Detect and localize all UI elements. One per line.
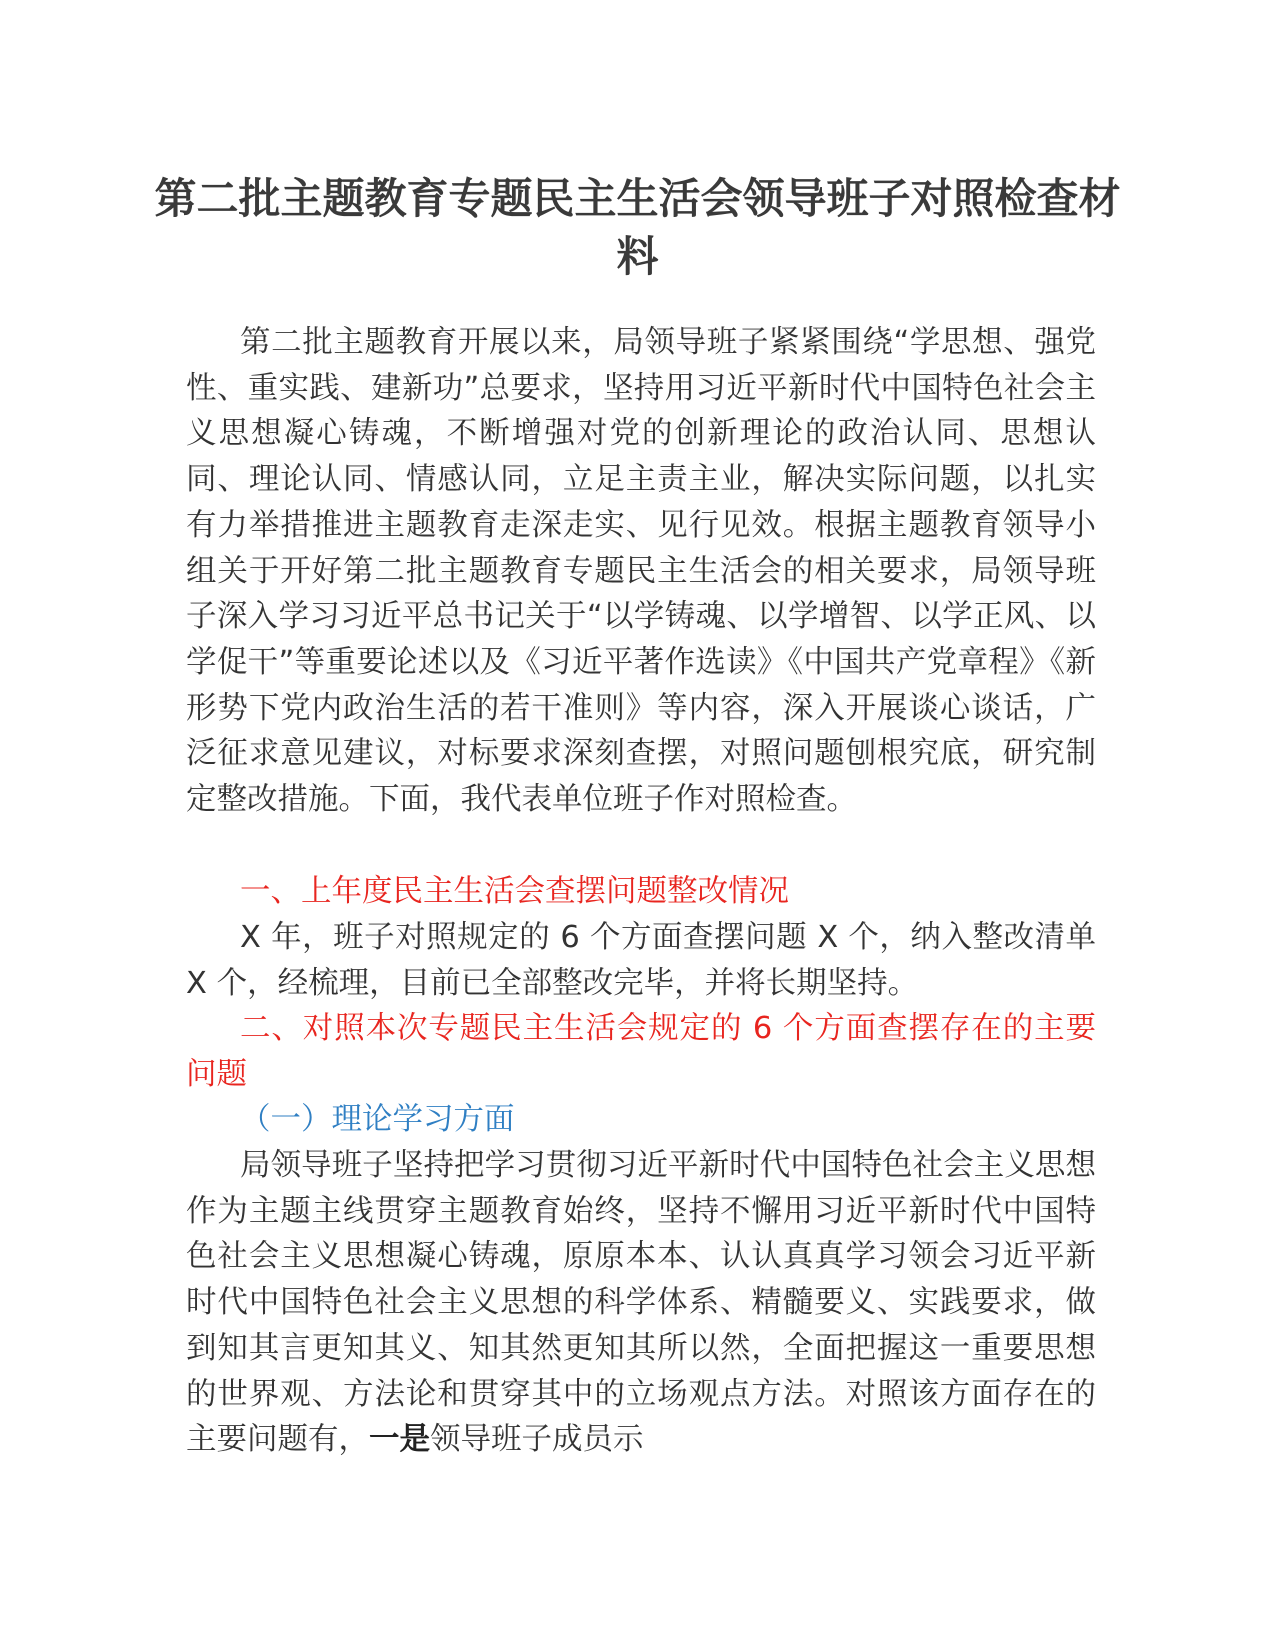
document-title: 第二批主题教育专题民主生活会领导班子对照检查材料 bbox=[154, 174, 1121, 281]
subsection-one-text: 局领导班子坚持把学习贯彻习近平新时代中国特色社会主义思想作为主题主线贯穿主题教育始终，坚持不懈用习近平新时代中国特色社会主义思想凝心铸魂，原原本本、认认真真学习领会习近平新时代中国特色社会主义思想的科学体系、精髓要义、实践要求，做到知其言更知其义、知其然更知其所以然，全面把握这一重要思想的世界观、方法论和贯穿其中的立场观点方法。对照该方面存在的主要问题有， bbox=[186, 1148, 1096, 1458]
subsection-one-paragraph bbox=[186, 1143, 1096, 1463]
intro-paragraph: 第二批主题教育开展以来，局领导班子紧紧围绕“学思想、强党性、重实践、建新功”总要求，坚持用习近平新时代中国特色社会主义思想凝心铸魂，不断增强对党的创新理论的政治认同、思想认同、理论认同、情感认同，立足主责主业，解决实际问题，以扎实有力举措推进主题教育走深走实、见行见效。根据主题教育领导小组关于开好第二批主题教育专题民主生活会的相关要求，局领导班子深入学习习近平总书记关于“以学铸魂、以学增智、以学正风、以学促干”等重要论述以及《习近平著作选读》《中国共产党章程》《新形势下党内政治生活的若干准则》等内容，深入开展谈心谈话，广泛征求意见建议，对标要求深刻查摆，对照问题刨根究底，研究制定整改措施。下面，我代表单位班子作对照检查。 bbox=[186, 325, 1096, 818]
section-one-heading: 一、上年度民主生活会查摆问题整改情况 bbox=[240, 874, 789, 909]
section-two-heading: 二、对照本次专题民主生活会规定的 6 个方面查摆存在的主要问题 bbox=[186, 1011, 1096, 1092]
section-one-paragraph: X 年，班子对照规定的 6 个方面查摆问题 X 个，纳入整改清单 X 个，经梳理，目前已全部整改完毕，并将长期坚持。 bbox=[186, 920, 1096, 1001]
subsection-one-tail: 领导班子成员示 bbox=[430, 1422, 644, 1458]
subsection-one-bold-marker: 一是 bbox=[369, 1422, 430, 1458]
subsection-one-heading: （一）理论学习方面 bbox=[240, 1102, 515, 1137]
